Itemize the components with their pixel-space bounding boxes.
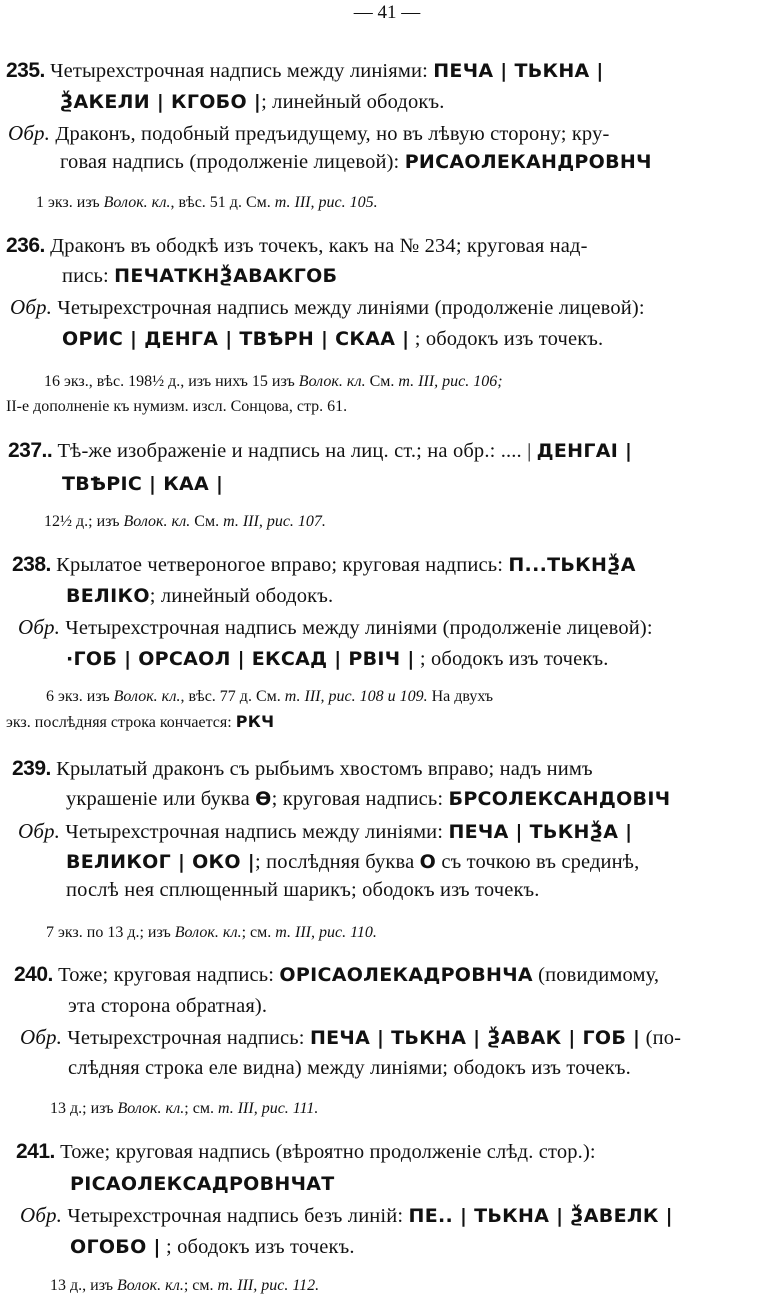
obverse-description: говая надпись (продолженіе лицевой): — [60, 151, 400, 173]
note-reference: т. III, рис. 107. — [223, 513, 326, 530]
entry-238-obverse-line-2 — [66, 645, 609, 673]
note-text: , вѣс. 77 д. См. — [180, 688, 281, 705]
entry-235-line-1 — [6, 57, 756, 85]
entry-241-line-2 — [70, 1170, 335, 1198]
description: (повидимому, — [538, 964, 660, 986]
note-reference: т. III, рис. 112. — [217, 1277, 320, 1294]
entry-235-line-2 — [60, 88, 445, 116]
entry-241-obverse-line-1 — [20, 1201, 673, 1230]
note-source: Волок. кл. — [174, 924, 242, 941]
entry-235-obverse-line-2 — [60, 148, 652, 176]
letter: Ѳ — [255, 788, 272, 810]
note-text: 12½ д.; изъ — [44, 513, 120, 530]
entry-number: 237.. — [8, 439, 53, 462]
entry-241-line-1 — [16, 1138, 596, 1166]
note-text: , вѣс. 51 д. См. — [170, 194, 271, 211]
obverse-description: ; ободокъ изъ точекъ. — [165, 1236, 355, 1258]
obverse-description: ; послѣдняя буква — [255, 851, 415, 873]
description: Крылатый драконъ съ рыбьимъ хвостомъ вправо; надъ нимъ — [56, 758, 593, 780]
entry-238-note-1 — [46, 686, 493, 708]
note-source: Волок. кл. — [298, 373, 366, 390]
obverse-description: послѣ нея сплющенный шарикъ; ободокъ изъ точекъ. — [66, 879, 540, 901]
obverse-label: Обр. — [8, 121, 51, 145]
obverse-label: Обр. — [20, 1025, 63, 1049]
note-text: См. — [369, 373, 395, 390]
page-number: — 41 — — [353, 2, 421, 23]
entry-236-line-2 — [62, 262, 337, 290]
inscription: ПЕЧА | ТЬКНА | ѮАВАК | ГОБ | — [309, 1027, 641, 1049]
entry-240-obverse-line-1 — [20, 1023, 681, 1052]
description: Драконъ въ ободкѣ изъ точекъ, какъ на № 234; круговая над- — [50, 235, 588, 257]
description: Тѣ-же изображеніе и надпись на лиц. ст.; на обр.: .... | — [57, 440, 532, 462]
obverse-description: ; ободокъ изъ точекъ. — [414, 328, 604, 350]
note-text: 16 экз., вѣс. 198½ д., изъ нихъ 15 изъ — [44, 373, 295, 390]
obverse-label: Обр. — [10, 295, 53, 319]
obverse-description: Четырехстрочная надпись между линіями (продолженіе лицевой): — [57, 297, 645, 319]
entry-240-line-1 — [14, 961, 659, 989]
inscription: ВЕЛІКО — [66, 585, 150, 607]
entry-236-obverse-line-2 — [62, 325, 603, 353]
inscription: ПЕЧА | ТЬКНѮА | — [448, 821, 633, 843]
inscription: БРСОЛЕКСАНДОВІЧ — [448, 788, 671, 810]
entry-239-obverse-line-1 — [18, 817, 632, 846]
description: Крылатое четвероногое вправо; круговая надпись: — [56, 554, 504, 576]
entry-236-obverse-line-1 — [10, 293, 645, 322]
note-text: 1 экз. изъ — [36, 194, 100, 211]
entry-238-line-2 — [66, 582, 333, 610]
obverse-description: съ точкою въ срединѣ, — [441, 851, 640, 873]
description: Тоже; круговая надпись: — [58, 964, 275, 986]
entry-236-note-2 — [6, 396, 347, 418]
entry-number: 236. — [6, 234, 45, 257]
description: Тоже; круговая надпись (вѣроятно продолженіе слѣд. стор.): — [60, 1141, 596, 1163]
entry-237-line-1 — [8, 437, 632, 465]
entry-240-note — [50, 1098, 318, 1120]
inscription: ОРИС | ДЕНГА | ТВѢРН | СКАА | — [62, 328, 410, 350]
entry-239-line-2 — [66, 785, 670, 813]
note-source: Волок. кл. — [117, 1100, 185, 1117]
obverse-label: Обр. — [20, 1203, 63, 1227]
entry-number: 240. — [14, 963, 53, 986]
obverse-description: Четырехстрочная надпись между линіями (продолженіе лицевой): — [65, 617, 653, 639]
obverse-label: Обр. — [18, 819, 61, 843]
entry-238-obverse-line-1 — [18, 613, 653, 642]
entry-237-line-2 — [62, 470, 223, 498]
inscription: ОГОБО | — [70, 1236, 161, 1258]
note-text: II-е дополненіе къ нумизм. изсл. Сонцова, стр. 61. — [6, 398, 348, 415]
note-reference: т. III, рис. 111. — [217, 1100, 319, 1117]
note-text: ; см. — [184, 1100, 214, 1117]
entry-238-note-2 — [6, 711, 274, 734]
note-text: 7 экз. по 13 д.; изъ — [46, 924, 171, 941]
description: пись: — [62, 265, 109, 287]
letter: О — [419, 851, 437, 873]
description: ; линейный ободокъ. — [261, 91, 445, 113]
obverse-description: Драконъ, подобный предъидущему, но въ лѣвую сторону; кру- — [55, 123, 610, 145]
note-source: Волок. кл. — [123, 513, 191, 530]
note-reference: т. III, рис. 110. — [275, 924, 377, 941]
inscription: ТВѢРІС | КАА | — [62, 473, 224, 495]
note-text: На двухъ — [431, 688, 494, 705]
entry-241-obverse-line-2 — [70, 1233, 355, 1261]
note-text: экз. послѣдняя строка кончается: — [6, 714, 232, 731]
inscription: ѮАКЕЛИ | КГОБО | — [60, 91, 262, 113]
inscription: РКЧ — [235, 712, 275, 731]
entry-237-note — [44, 511, 326, 533]
note-source: Волок. кл. — [113, 688, 181, 705]
entry-number: 239. — [12, 757, 51, 780]
entry-240-line-2 — [68, 992, 267, 1020]
entry-239-line-1 — [12, 755, 593, 783]
entry-235-obverse-line-1 — [8, 119, 609, 148]
entry-240-obverse-line-2 — [68, 1054, 631, 1082]
note-reference: т. III, рис. 105. — [274, 194, 378, 211]
entry-236-line-1 — [6, 232, 588, 260]
description: ; линейный ободокъ. — [149, 585, 334, 607]
obverse-description: ; ободокъ изъ точекъ. — [419, 648, 609, 670]
note-text: 6 экз. изъ — [46, 688, 110, 705]
inscription: ДЕНГАІ | — [536, 440, 633, 462]
note-text: См. — [194, 513, 220, 530]
inscription: РИСАОЛЕКАНДРОВНЧ — [404, 151, 652, 173]
entry-number: 238. — [12, 553, 51, 576]
note-source: Волок. кл. — [117, 1277, 184, 1294]
description: украшеніе или буква — [66, 788, 250, 810]
note-reference: т. III, рис. 108 и 109. — [284, 688, 428, 705]
note-text: ; см. — [241, 924, 272, 941]
entry-239-note — [46, 922, 377, 944]
obverse-description: Четырехстрочная надпись безъ линій: — [67, 1205, 404, 1227]
inscription: ВЕЛИКОГ | ОКО | — [66, 851, 255, 873]
note-text: ; см. — [183, 1277, 214, 1294]
description: эта сторона обратная). — [68, 995, 268, 1017]
inscription: РІСАОЛЕКСАДРОВНЧАТ — [70, 1173, 335, 1195]
note-source: Волок. кл. — [103, 194, 171, 211]
inscription: ПЕ.. | ТЬКНА | ѮАВЕЛК | — [408, 1205, 673, 1227]
entry-number: 235. — [6, 59, 45, 82]
inscription: ПЕЧАТКНѮАВАКГОБ — [114, 265, 338, 287]
inscription: ПЕЧА | ТЬКНА | — [433, 60, 604, 82]
entry-239-obverse-line-2 — [66, 848, 639, 876]
obverse-description: слѣдняя строка еле видна) между линіями; ободокъ изъ точекъ. — [68, 1057, 631, 1079]
note-text: 13 д., изъ — [50, 1277, 114, 1294]
entry-238-line-1 — [12, 551, 636, 579]
obverse-description: Четырехстрочная надпись: — [67, 1027, 305, 1049]
inscription: ·ГОБ | ОРСАОЛ | ЕКСАД | РВІЧ | — [66, 648, 415, 670]
obverse-description: (по- — [645, 1027, 682, 1049]
inscription: П...ТЬКНѮА — [508, 554, 636, 576]
entry-235-note — [36, 192, 378, 214]
entry-236-note-1 — [44, 371, 503, 393]
entry-239-obverse-line-3 — [66, 876, 540, 904]
note-text: 13 д.; изъ — [50, 1100, 114, 1117]
description: Четырехстрочная надпись между линіями: — [50, 60, 428, 82]
obverse-description: Четырехстрочная надпись между линіями: — [65, 821, 444, 843]
obverse-label: Обр. — [18, 615, 61, 639]
inscription: ОРІСАОЛЕКАДРОВНЧА — [279, 964, 533, 986]
note-reference: т. III, рис. 106; — [398, 373, 503, 390]
entry-number: 241. — [16, 1140, 55, 1163]
description: ; круговая надпись: — [271, 788, 444, 810]
entry-241-note — [50, 1275, 319, 1297]
